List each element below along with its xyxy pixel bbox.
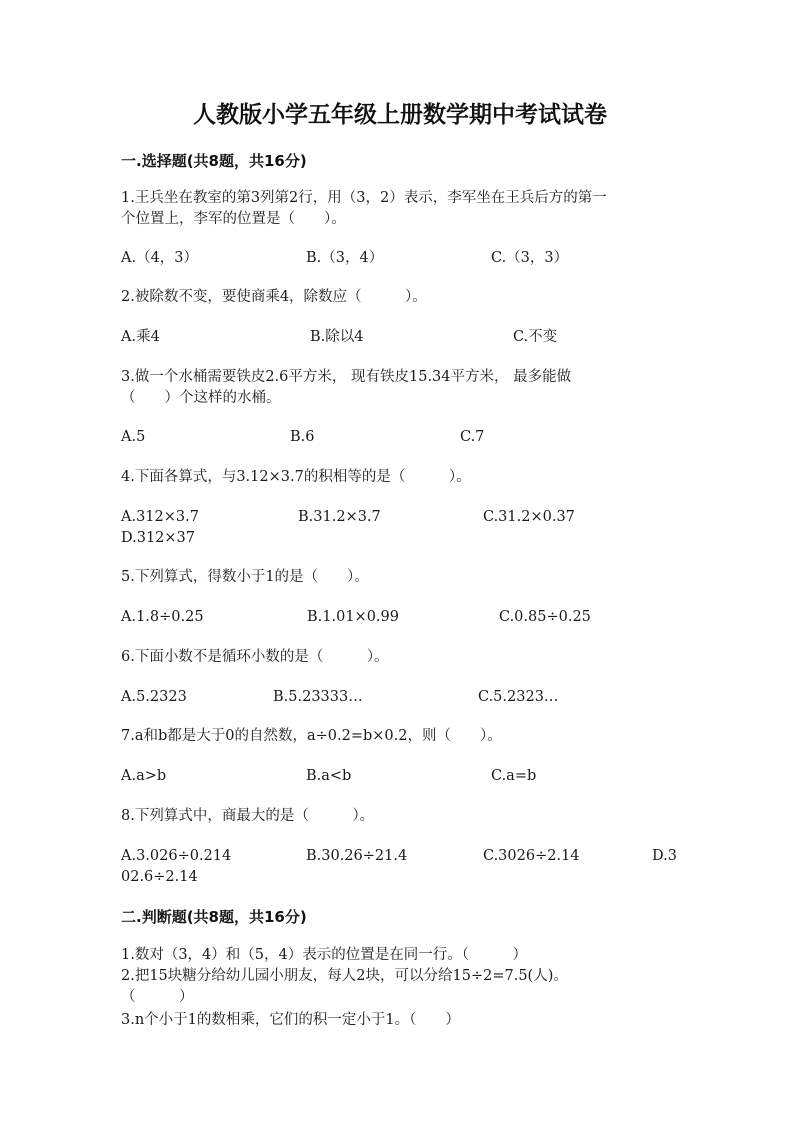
question-1-line-2: 个位置上，李军的位置是（ ）。 [121,211,346,227]
question-7-line-1: 7.a和b都是大于0的自然数，a÷0.2=b×0.2，则（ ）。 [121,728,502,744]
question-2-option-c: C.不变 [513,329,558,345]
question-4-option-d: D.312×37 [121,530,195,546]
section-1-heading: 一.选择题(共8题，共16分) [121,152,307,170]
question-7-option-a: A.a>b [121,768,167,784]
question-5-option-b: B.1.01×0.99 [307,609,399,625]
judgment-3: 3.n个小于1的数相乘，它们的积一定小于1。（ ） [121,1012,460,1028]
page-title: 人教版小学五年级上册数学期中考试试卷 [193,102,607,128]
question-4-line-1: 4.下面各算式，与3.12×3.7的积相等的是（ ）。 [121,469,471,485]
question-6-option-c: C.5.2323… [478,689,559,705]
question-8-line-1: 8.下列算式中，商最大的是（ ）。 [121,808,375,824]
question-5-option-a: A.1.8÷0.25 [121,609,204,625]
question-6-option-a: A.5.2323 [121,689,187,705]
question-1-option-b: B.（3，4） [306,250,384,266]
question-6-option-b: B.5.23333… [273,689,363,705]
question-7-option-b: B.a<b [306,768,352,784]
question-6-line-1: 6.下面小数不是循环小数的是（ ）。 [121,649,389,665]
question-5-line-1: 5.下列算式，得数小于1的是（ ）。 [121,569,369,585]
question-8-option-a: A.3.026÷0.214 [121,848,232,864]
section-2-heading: 二.判断题(共8题，共16分) [121,908,307,926]
question-1-option-c: C.（3，3） [491,250,569,266]
question-8-option-c: C.3026÷2.14 [483,848,580,864]
judgment-1: 1.数对（3，4）和（5，4）表示的位置是在同一行。（ ） [121,947,527,963]
question-1-option-a: A.（4，3） [121,250,199,266]
question-4-option-c: C.31.2×0.37 [483,509,575,525]
question-2-option-a: A.乘4 [121,329,160,345]
question-3-option-c: C.7 [460,429,485,445]
judgment-2-line-2: （ ） [121,989,194,1005]
question-2-option-b: B.除以4 [310,329,364,345]
question-8-option-d-continued: 02.6÷2.14 [121,869,198,885]
question-3-option-b: B.6 [290,429,315,445]
question-8-option-b: B.30.26÷21.4 [306,848,408,864]
question-4-option-b: B.31.2×3.7 [298,509,381,525]
question-3-line-2: （ ）个这样的水桶。 [121,390,281,406]
judgment-2-line-1: 2.把15块糖分给幼儿园小朋友，每人2块，可以分给15÷2=7.5(人)。 [121,968,568,984]
question-5-option-c: C.0.85÷0.25 [499,609,591,625]
question-4-option-a: A.312×3.7 [121,509,199,525]
question-7-option-c: C.a=b [491,768,537,784]
question-8-option-d: D.3 [652,848,677,864]
question-2-line-1: 2.被除数不变，要使商乘4，除数应（ ）。 [121,289,427,305]
question-3-line-1: 3.做一个水桶需要铁皮2.6平方米， 现有铁皮15.34平方米， 最多能做 [121,369,572,385]
question-3-option-a: A.5 [121,429,146,445]
question-1-line-1: 1.王兵坐在教室的第3列第2行，用（3，2）表示，李军坐在王兵后方的第一 [121,190,607,206]
